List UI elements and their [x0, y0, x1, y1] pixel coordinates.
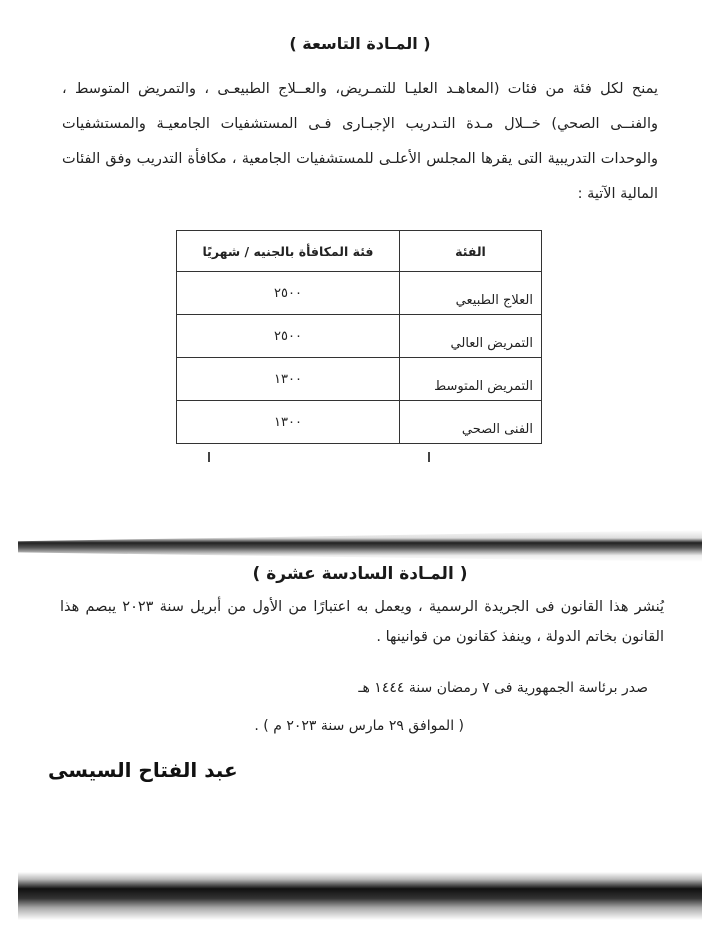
table-row — [177, 272, 542, 315]
article-16-paragraph: يُنشر هذا القانون فى الجريدة الرسمية ، ويعمل به اعتبارًا من الأول من أبريل سنة ٢٠٢٣ يبصم هذا القانون بخاتم الدولة ، وينفذ كقانون من قوانينها . — [60, 599, 665, 645]
row-amount: ١٣٠٠ — [177, 358, 400, 401]
header-category: الفئة — [400, 231, 542, 272]
article-16-title: ( المـادة السادسة عشرة ) — [252, 564, 468, 584]
row-category: التمريض المتوسط — [400, 358, 542, 401]
article-9-paragraph: يمنح لكل فئة من فئات (المعاهـد العليـا للتمـريض، والعــلاج الطبيعـى ، والتمريض المتوسط ، والفنــى الصحي) خــلال مـدة التـدريب الإجبـارى فـى المستشفيات الجامعيـة والمستشفيات والوحدات التدريبية التى يقرها المجلس الأعلـى للمستشفيات الجامعية ، مكافأة التدريب وفق الفئات المالية الآتية : — [62, 81, 658, 202]
row-amount: ٢٥٠٠ — [177, 272, 400, 315]
row-category: الفنى الصحي — [400, 401, 542, 444]
row-category: التمريض العالي — [400, 315, 542, 358]
table-row — [177, 401, 542, 444]
article-9-title: ( المـادة التاسعة ) — [289, 34, 431, 53]
table-header-row — [177, 231, 542, 272]
signature-name: عبد الفتاح السيسى — [48, 758, 238, 782]
scan-shadow-band — [18, 530, 702, 562]
row-category: العلاج الطبيعي — [400, 272, 542, 315]
row-amount: ١٣٠٠ — [177, 401, 400, 444]
issue-date-line: صدر برئاسة الجمهورية فى ٧ رمضان سنة ١٤٤٤ هـ — [358, 680, 648, 696]
reward-table — [176, 230, 542, 444]
table-row — [177, 315, 542, 358]
row-amount: ٢٥٠٠ — [177, 315, 400, 358]
header-amount: فئة المكافأة بالجنيه / شهريًا — [177, 231, 400, 272]
corresponding-date-line: ( الموافق ٢٩ مارس سنة ٢٠٢٣ م ) . — [254, 718, 464, 734]
table-row — [177, 358, 542, 401]
table-edge-mark — [208, 452, 210, 462]
scan-shadow-band — [18, 872, 702, 920]
table-edge-mark — [428, 452, 430, 462]
